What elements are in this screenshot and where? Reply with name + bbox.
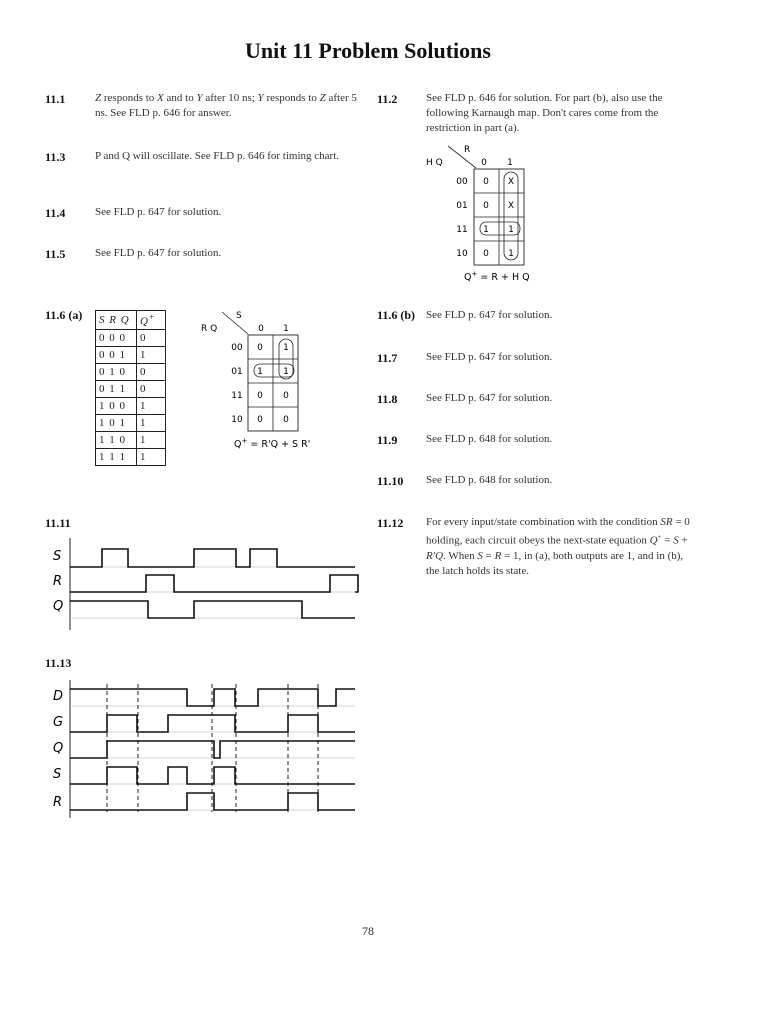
problem-number-11-12: 11.12 <box>377 516 404 530</box>
kmap-col-var: R <box>464 145 471 155</box>
var-z: Z <box>95 92 102 104</box>
text-run: = <box>482 549 495 562</box>
text-run: . When <box>443 549 478 562</box>
signal-label-q: Q <box>53 599 64 614</box>
kmap-cell: 1 <box>483 225 489 235</box>
kmap-cell: 0 <box>257 343 263 353</box>
problem-number-11-6b: 11.6 (b) <box>377 308 416 322</box>
table-cell: 1 0 0 <box>96 397 137 414</box>
var-x: X <box>157 92 164 104</box>
problem-number-11-7: 11.7 <box>377 351 398 365</box>
problem-text-11-7: See FLD p. 647 for solution. <box>426 351 553 363</box>
table-cell: 1 <box>137 346 166 363</box>
page-title: Unit 11 Problem Solutions <box>245 38 491 63</box>
truth-table-11-6 <box>95 310 166 466</box>
problem-text-11-5: See FLD p. 647 for solution. <box>95 247 222 259</box>
kmap-row-label: 01 <box>231 367 243 377</box>
table-cell: 1 <box>137 448 166 465</box>
waveform-s <box>70 549 355 567</box>
timing-diagram-11-13 <box>48 680 368 820</box>
kmap-cell: 0 <box>283 391 289 401</box>
text-run: after 10 ns; <box>202 92 258 104</box>
table-row <box>96 346 166 363</box>
problem-text-11-3: P and Q will oscillate. See FLD p. 646 for timing chart. <box>95 150 339 162</box>
text-run: and to <box>163 92 197 104</box>
text-run: = 1, in (a), both outputs are 1, and in (b), the latch holds its state. <box>426 549 684 577</box>
kmap-equation: Q+ = R + H Q <box>464 270 530 283</box>
kmap-col-label: 0 <box>258 324 264 334</box>
kmap-row-label: 00 <box>231 343 243 353</box>
table-cell: 1 1 1 <box>96 448 137 465</box>
problem-number-11-13: 11.13 <box>45 656 72 670</box>
table-cell: 1 0 1 <box>96 414 137 431</box>
var-s: S <box>477 549 483 562</box>
kmap-col-label: 1 <box>283 324 289 334</box>
problem-number-11-8: 11.8 <box>377 392 398 406</box>
kmap-diagonal <box>448 146 476 168</box>
kmap-cell: 1 <box>283 343 289 353</box>
table-row <box>96 414 166 431</box>
waveform-r <box>70 793 355 810</box>
kmap-cell: 1 <box>508 225 514 235</box>
problem-number-11-4: 11.4 <box>45 206 66 220</box>
table-row <box>96 397 166 414</box>
table-cell: 0 1 0 <box>96 363 137 380</box>
problem-text-11-9: See FLD p. 648 for solution. <box>426 433 553 445</box>
kmap-cell: 1 <box>257 367 263 377</box>
table-cell: 0 <box>137 329 166 346</box>
kmap-row-label: 10 <box>231 415 243 425</box>
problem-number-11-9: 11.9 <box>377 433 398 447</box>
var-rq: R'Q <box>426 549 444 562</box>
table-cell: 1 <box>137 414 166 431</box>
problem-text-11-1 <box>95 91 360 121</box>
timing-diagram-11-11 <box>48 538 368 638</box>
problem-text-11-2: See FLD p. 646 for solution. For part (b), also use the following Karnaugh map. Don't cares come from the restriction in part (a). <box>426 92 663 134</box>
kmap-cell: X <box>507 177 515 187</box>
table-row <box>96 380 166 397</box>
kmap-row-label: 10 <box>456 249 468 259</box>
var-sr: SR <box>660 516 673 528</box>
waveform-r <box>70 575 358 592</box>
kmap-11-2 <box>420 140 570 290</box>
header-sup: + <box>148 312 156 322</box>
kmap-cell: 0 <box>283 415 289 425</box>
text-run: responds to <box>263 92 320 104</box>
truth-table-header <box>96 311 166 330</box>
kmap-cell: 0 <box>257 415 263 425</box>
kmap-row-var: H Q <box>426 158 443 168</box>
var-y: Y <box>257 92 264 104</box>
text-run: = <box>661 534 674 547</box>
problem-number-11-1: 11.1 <box>45 92 66 106</box>
table-cell: 1 <box>137 431 166 448</box>
signal-label-s: S <box>53 767 62 782</box>
kmap-row-label: 11 <box>456 225 468 235</box>
var-z: Z <box>319 92 326 104</box>
var-q: Q <box>649 534 658 547</box>
kmap-row-label: 00 <box>456 177 468 187</box>
problem-number-11-11: 11.11 <box>45 516 71 530</box>
header-text: S R Q <box>99 313 130 326</box>
kmap-cell: 1 <box>283 367 289 377</box>
problem-number-11-10: 11.10 <box>377 474 404 488</box>
signal-label-q: Q <box>53 741 64 756</box>
text-run: responds to <box>101 92 158 104</box>
table-row <box>96 448 166 465</box>
kmap-equation: Q+ = R'Q + S R' <box>234 437 311 450</box>
table-row <box>96 363 166 380</box>
kmap-row-label: 11 <box>231 391 243 401</box>
kmap-cell: 0 <box>257 391 263 401</box>
kmap-cell: 0 <box>483 201 489 211</box>
kmap-row-var: R Q <box>201 324 218 334</box>
superscript-plus: + <box>657 533 662 541</box>
kmap-cell: X <box>507 201 515 211</box>
kmap-11-6 <box>198 306 348 456</box>
text-run: For every input/state combination with the condition <box>426 516 661 528</box>
table-cell: 1 <box>137 397 166 414</box>
kmap-cell: 0 <box>483 177 489 187</box>
kmap-cell: 1 <box>508 249 514 259</box>
problem-number-11-2: 11.2 <box>377 92 398 106</box>
problem-number-11-6a: 11.6 (a) <box>45 308 83 322</box>
kmap-cell: 0 <box>483 249 489 259</box>
var-r: R <box>494 549 502 562</box>
kmap-col-label: 0 <box>481 158 487 168</box>
signal-label-r: R <box>53 795 63 810</box>
table-cell: 0 <box>137 363 166 380</box>
table-row <box>96 329 166 346</box>
problem-number-11-3: 11.3 <box>45 150 66 164</box>
signal-label-g: G <box>53 715 64 730</box>
signal-label-s: S <box>53 549 62 564</box>
truth-table-header-cell <box>96 311 137 330</box>
table-cell: 1 1 0 <box>96 431 137 448</box>
var-s: S <box>673 534 679 547</box>
problem-text-11-12 <box>426 515 696 579</box>
var-y: Y <box>196 92 203 104</box>
problem-text-11-8: See FLD p. 647 for solution. <box>426 392 553 404</box>
table-cell: 0 0 0 <box>96 329 137 346</box>
text-run: = 0 holding, each circuit obeys the next-state equation <box>426 516 690 547</box>
signal-label-d: D <box>53 689 64 704</box>
text-run: after 5 ns. See FLD p. 646 for answer. <box>95 92 357 119</box>
header-text: Q <box>140 315 149 328</box>
problem-text-11-10: See FLD p. 648 for solution. <box>426 474 553 486</box>
page-number: 78 <box>362 924 374 938</box>
kmap-col-var: S <box>236 311 242 321</box>
problem-text-11-4: See FLD p. 647 for solution. <box>95 206 222 218</box>
table-row <box>96 431 166 448</box>
problem-number-11-5: 11.5 <box>45 247 66 261</box>
kmap-col-label: 1 <box>507 158 513 168</box>
signal-label-r: R <box>53 574 63 589</box>
table-cell: 0 <box>137 380 166 397</box>
waveform-q <box>70 601 355 618</box>
kmap-row-label: 01 <box>456 201 468 211</box>
table-cell: 0 0 1 <box>96 346 137 363</box>
kmap-diagonal <box>222 312 248 334</box>
truth-table-header-cell <box>137 311 166 330</box>
problem-text-11-6b: See FLD p. 647 for solution. <box>426 309 553 321</box>
text-run: + <box>678 534 688 547</box>
table-cell: 0 1 1 <box>96 380 137 397</box>
